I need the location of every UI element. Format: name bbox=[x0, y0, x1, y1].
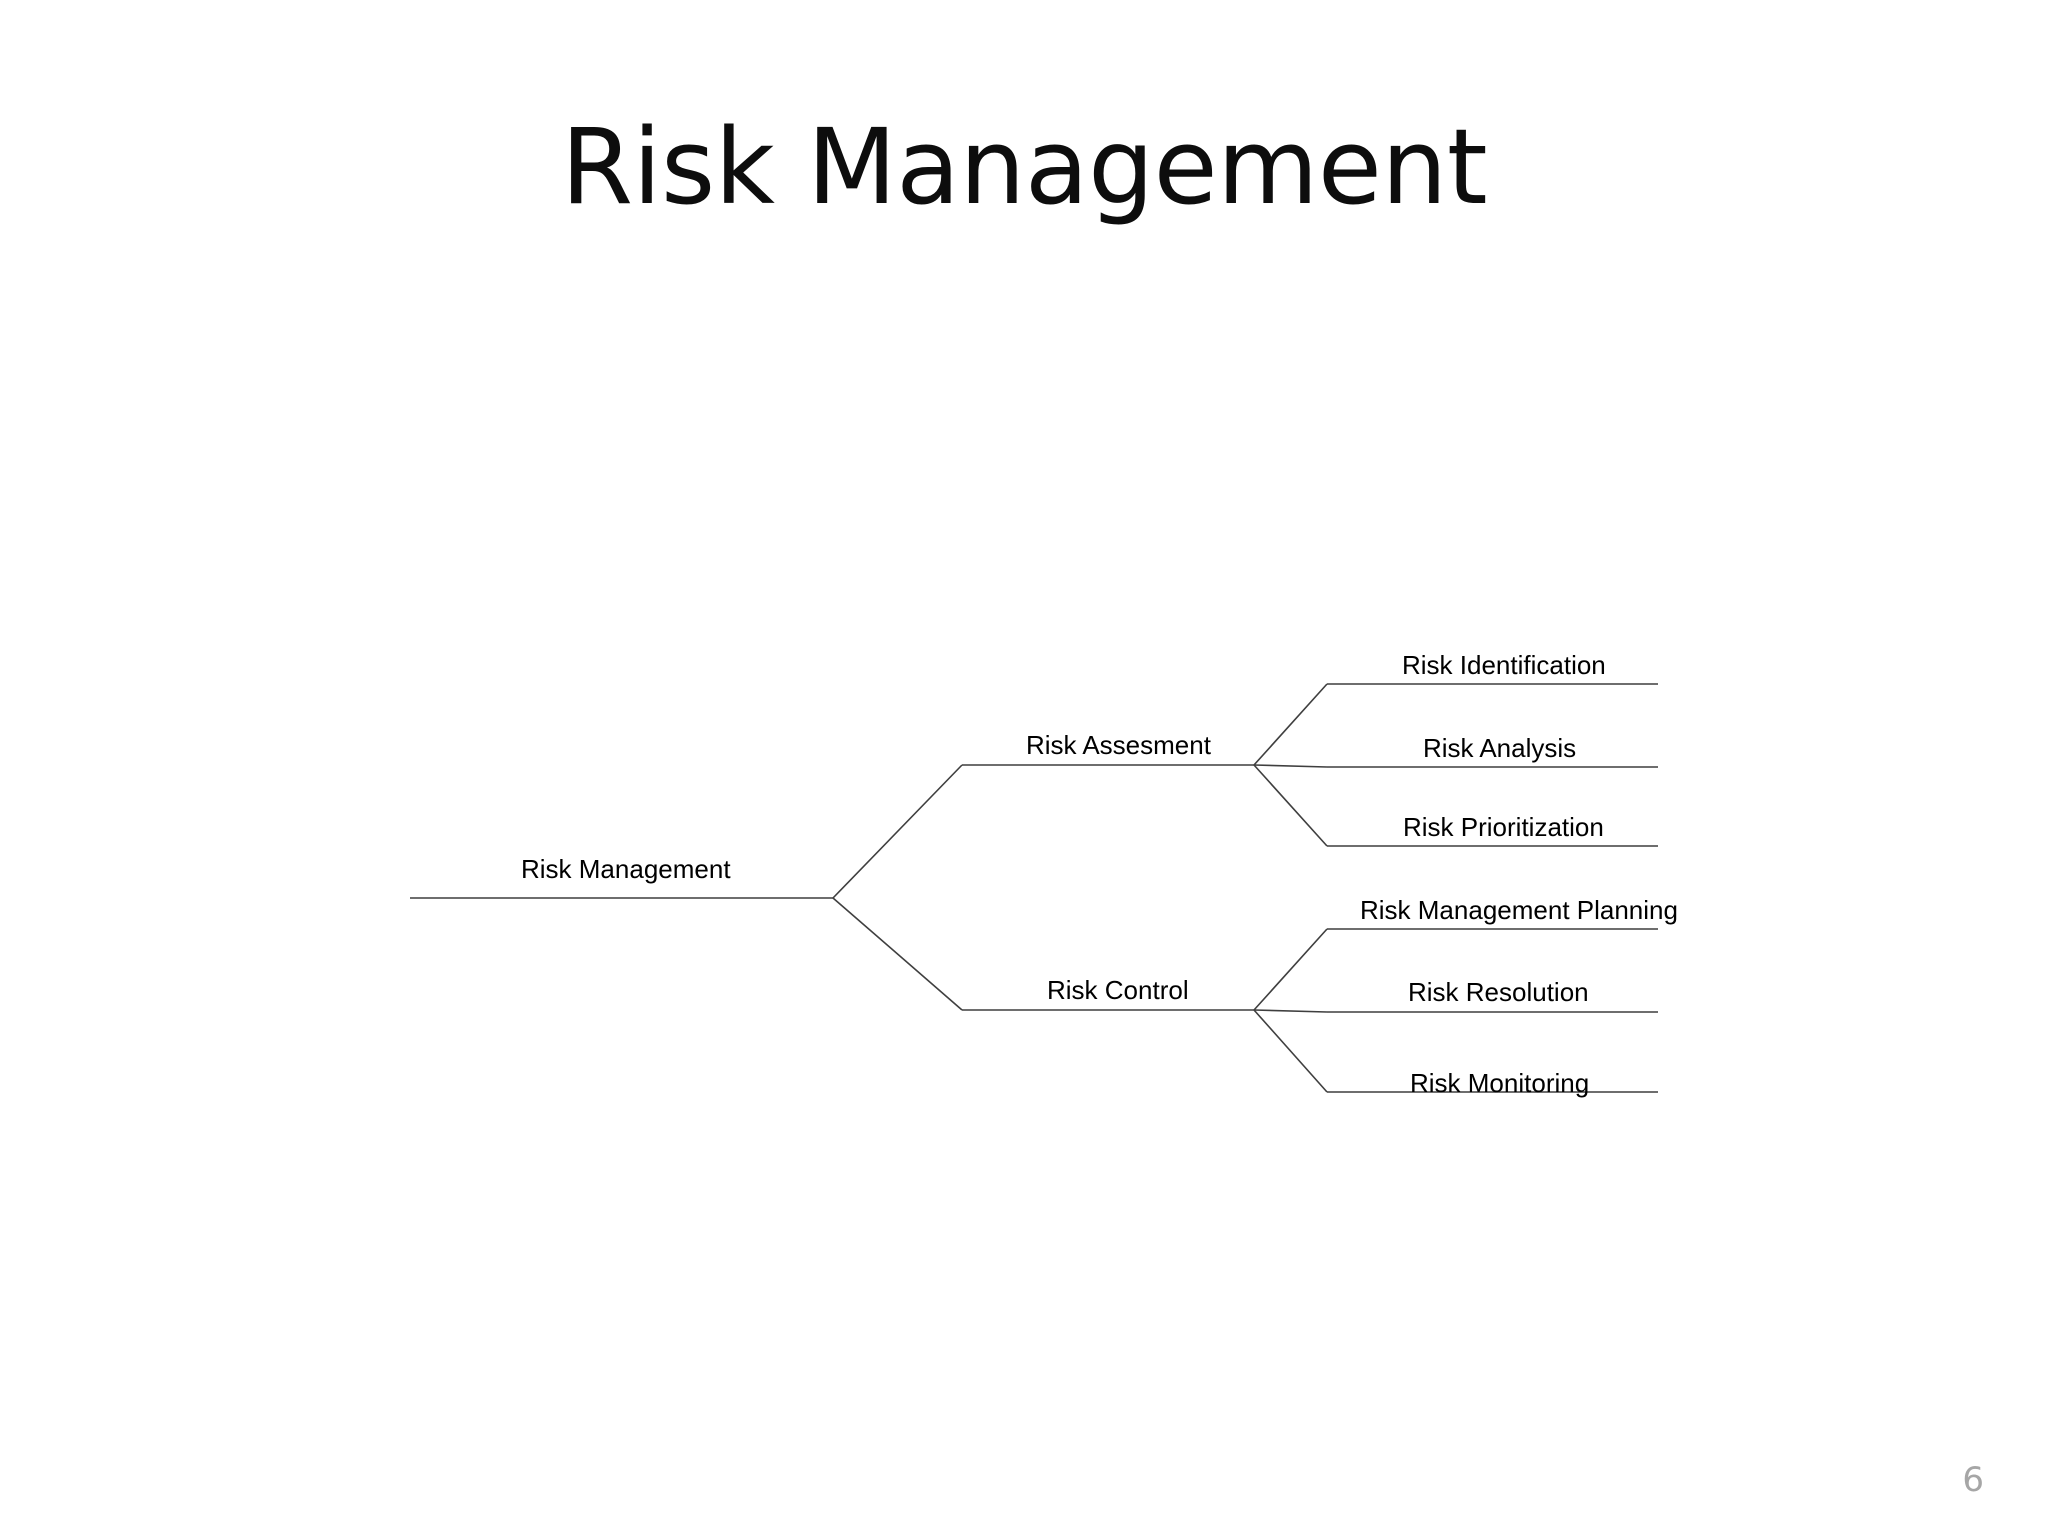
link-branch2-leaf1 bbox=[1254, 929, 1327, 1010]
link-branch2-leaf2 bbox=[1254, 1010, 1327, 1012]
node-risk-resolution[interactable]: Risk Resolution bbox=[1408, 977, 1589, 1007]
link-root-branch2 bbox=[833, 898, 962, 1010]
node-risk-analysis[interactable]: Risk Analysis bbox=[1423, 733, 1577, 763]
node-risk-identification[interactable]: Risk Identification bbox=[1402, 650, 1606, 680]
node-risk-monitoring[interactable]: Risk Monitoring bbox=[1410, 1068, 1590, 1098]
page-title: Risk Management bbox=[560, 106, 1488, 228]
link-root-branch1 bbox=[833, 765, 962, 898]
link-branch2-leaf3 bbox=[1254, 1010, 1327, 1092]
link-branch1-leaf1 bbox=[1254, 684, 1327, 765]
node-risk-prioritization[interactable]: Risk Prioritization bbox=[1403, 812, 1604, 842]
page-number: 6 bbox=[1962, 1460, 1984, 1500]
node-risk-control[interactable]: Risk Control bbox=[1047, 975, 1189, 1005]
link-branch1-leaf2 bbox=[1254, 765, 1327, 767]
node-risk-management-planning[interactable]: Risk Management Planning bbox=[1360, 895, 1678, 925]
node-risk-assesment[interactable]: Risk Assesment bbox=[1026, 730, 1211, 760]
link-branch1-leaf3 bbox=[1254, 765, 1327, 846]
node-risk-management[interactable]: Risk Management bbox=[521, 854, 731, 884]
